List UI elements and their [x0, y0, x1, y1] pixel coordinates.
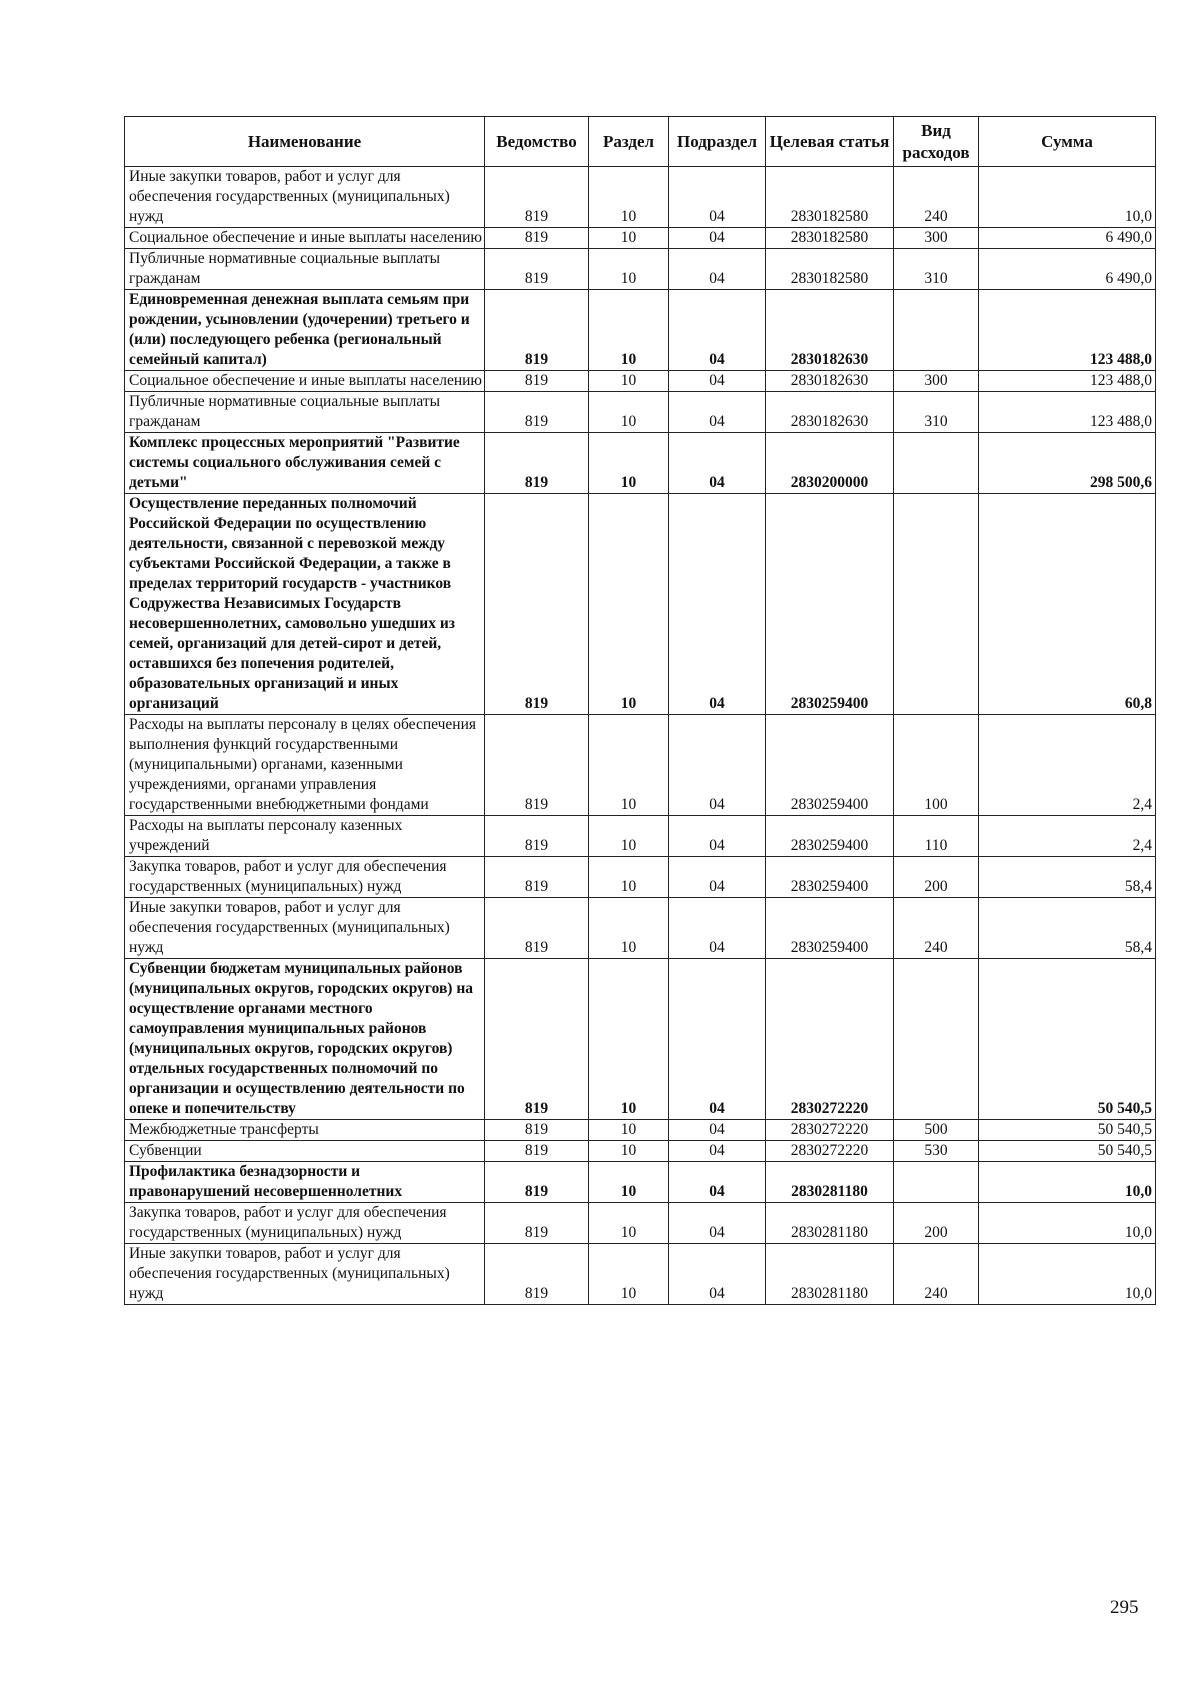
cell-kind: 310 — [894, 392, 979, 433]
table-row — [125, 167, 1156, 228]
cell-sum: 10,0 — [979, 1162, 1156, 1203]
cell-podrazdel: 04 — [669, 1244, 766, 1305]
cell-kind: 240 — [894, 1244, 979, 1305]
cell-target: 2830182580 — [766, 167, 894, 228]
table-row — [125, 290, 1156, 371]
cell-target: 2830281180 — [766, 1203, 894, 1244]
header-razdel: Раздел — [589, 117, 669, 167]
cell-podrazdel: 04 — [669, 167, 766, 228]
cell-name: Иные закупки товаров, работ и услуг для обеспечения государственных (муниципальных) нужд — [125, 167, 485, 228]
cell-kind: 300 — [894, 371, 979, 392]
cell-podrazdel: 04 — [669, 433, 766, 494]
cell-sum: 123 488,0 — [979, 392, 1156, 433]
cell-ved: 819 — [485, 392, 589, 433]
cell-sum: 50 540,5 — [979, 1141, 1156, 1162]
cell-name: Осуществление переданных полномочий Российской Федерации по осуществлению деятельности, связанной с перевозкой между субъектами Российской Федерации, а также в пределах территорий государств - участников Содружества Независимых Государств несовершеннолетних, самовольно ушедших из семей, организаций для детей-сирот и детей, оставшихся без попечения родителей, образовательных организаций и иных организаций — [125, 494, 485, 715]
cell-ved: 819 — [485, 249, 589, 290]
cell-name: Закупка товаров, работ и услуг для обеспечения государственных (муниципальных) нужд — [125, 1203, 485, 1244]
cell-sum: 10,0 — [979, 167, 1156, 228]
cell-razdel: 10 — [589, 392, 669, 433]
cell-name: Иные закупки товаров, работ и услуг для обеспечения государственных (муниципальных) нужд — [125, 898, 485, 959]
table-row — [125, 898, 1156, 959]
cell-sum: 50 540,5 — [979, 959, 1156, 1120]
cell-ved: 819 — [485, 1141, 589, 1162]
cell-podrazdel: 04 — [669, 392, 766, 433]
cell-sum: 123 488,0 — [979, 290, 1156, 371]
cell-kind: 200 — [894, 857, 979, 898]
cell-ved: 819 — [485, 857, 589, 898]
header-sum: Сумма — [979, 117, 1156, 167]
cell-sum: 298 500,6 — [979, 433, 1156, 494]
cell-name: Единовременная денежная выплата семьям при рождении, усыновлении (удочерении) третьего и (или) последующего ребенка (региональный семейный капитал) — [125, 290, 485, 371]
cell-kind: 200 — [894, 1203, 979, 1244]
cell-ved: 819 — [485, 1244, 589, 1305]
cell-podrazdel: 04 — [669, 1203, 766, 1244]
header-name: Наименование — [125, 117, 485, 167]
cell-ved: 819 — [485, 1203, 589, 1244]
cell-razdel: 10 — [589, 1120, 669, 1141]
cell-podrazdel: 04 — [669, 1162, 766, 1203]
cell-podrazdel: 04 — [669, 249, 766, 290]
table-row — [125, 816, 1156, 857]
cell-kind: 500 — [894, 1120, 979, 1141]
cell-podrazdel: 04 — [669, 959, 766, 1120]
cell-sum: 58,4 — [979, 857, 1156, 898]
cell-podrazdel: 04 — [669, 228, 766, 249]
cell-name: Межбюджетные трансферты — [125, 1120, 485, 1141]
cell-name: Комплекс процессных мероприятий "Развитие системы социального обслуживания семей с детьми" — [125, 433, 485, 494]
cell-ved: 819 — [485, 816, 589, 857]
cell-target: 2830182630 — [766, 371, 894, 392]
cell-target: 2830259400 — [766, 494, 894, 715]
header-target: Целевая статья — [766, 117, 894, 167]
cell-target: 2830259400 — [766, 816, 894, 857]
table-row — [125, 228, 1156, 249]
cell-kind — [894, 290, 979, 371]
cell-sum: 60,8 — [979, 494, 1156, 715]
cell-target: 2830259400 — [766, 898, 894, 959]
cell-sum: 58,4 — [979, 898, 1156, 959]
cell-razdel: 10 — [589, 494, 669, 715]
cell-target: 2830200000 — [766, 433, 894, 494]
cell-kind — [894, 1162, 979, 1203]
table-row — [125, 392, 1156, 433]
cell-razdel: 10 — [589, 1244, 669, 1305]
cell-razdel: 10 — [589, 371, 669, 392]
cell-podrazdel: 04 — [669, 857, 766, 898]
cell-target: 2830259400 — [766, 715, 894, 816]
table-row — [125, 249, 1156, 290]
cell-sum: 123 488,0 — [979, 371, 1156, 392]
table-row — [125, 1203, 1156, 1244]
cell-target: 2830281180 — [766, 1162, 894, 1203]
cell-kind: 300 — [894, 228, 979, 249]
cell-kind: 530 — [894, 1141, 979, 1162]
cell-razdel: 10 — [589, 249, 669, 290]
cell-razdel: 10 — [589, 1162, 669, 1203]
cell-target: 2830182630 — [766, 392, 894, 433]
table-row — [125, 1244, 1156, 1305]
cell-name: Иные закупки товаров, работ и услуг для обеспечения государственных (муниципальных) нужд — [125, 1244, 485, 1305]
cell-podrazdel: 04 — [669, 816, 766, 857]
cell-name: Профилактика безнадзорности и правонарушений несовершеннолетних — [125, 1162, 485, 1203]
budget-table-page — [124, 116, 1155, 1305]
cell-kind — [894, 433, 979, 494]
header-podrazdel: Подраздел — [669, 117, 766, 167]
cell-sum: 6 490,0 — [979, 249, 1156, 290]
cell-ved: 819 — [485, 898, 589, 959]
cell-target: 2830272220 — [766, 959, 894, 1120]
cell-ved: 819 — [485, 371, 589, 392]
cell-ved: 819 — [485, 228, 589, 249]
cell-razdel: 10 — [589, 228, 669, 249]
cell-ved: 819 — [485, 167, 589, 228]
cell-ved: 819 — [485, 959, 589, 1120]
table-row — [125, 494, 1156, 715]
cell-kind: 310 — [894, 249, 979, 290]
page-number: 295 — [1110, 1597, 1139, 1618]
cell-podrazdel: 04 — [669, 371, 766, 392]
cell-name: Расходы на выплаты персоналу в целях обеспечения выполнения функций государственными (муниципальными) органами, казенными учреждениями, органами управления государственными внебюджетными фондами — [125, 715, 485, 816]
cell-ved: 819 — [485, 1162, 589, 1203]
cell-razdel: 10 — [589, 433, 669, 494]
cell-podrazdel: 04 — [669, 715, 766, 816]
cell-razdel: 10 — [589, 857, 669, 898]
cell-sum: 2,4 — [979, 715, 1156, 816]
cell-target: 2830272220 — [766, 1141, 894, 1162]
cell-sum: 50 540,5 — [979, 1120, 1156, 1141]
cell-name: Социальное обеспечение и иные выплаты населению — [125, 228, 485, 249]
cell-target: 2830182580 — [766, 249, 894, 290]
cell-podrazdel: 04 — [669, 494, 766, 715]
cell-name: Социальное обеспечение и иные выплаты населению — [125, 371, 485, 392]
cell-target: 2830182630 — [766, 290, 894, 371]
cell-target: 2830259400 — [766, 857, 894, 898]
cell-kind — [894, 494, 979, 715]
cell-kind: 240 — [894, 167, 979, 228]
cell-kind: 110 — [894, 816, 979, 857]
cell-ved: 819 — [485, 1120, 589, 1141]
cell-razdel: 10 — [589, 959, 669, 1120]
cell-target: 2830182580 — [766, 228, 894, 249]
cell-name: Субвенции — [125, 1141, 485, 1162]
table-row — [125, 371, 1156, 392]
cell-sum: 10,0 — [979, 1203, 1156, 1244]
header-vedomstvo: Ведомство — [485, 117, 589, 167]
header-kind: Вид расходов — [894, 117, 979, 167]
budget-table — [124, 116, 1156, 1305]
cell-name: Публичные нормативные социальные выплаты гражданам — [125, 249, 485, 290]
cell-kind — [894, 959, 979, 1120]
cell-name: Публичные нормативные социальные выплаты гражданам — [125, 392, 485, 433]
cell-podrazdel: 04 — [669, 898, 766, 959]
cell-ved: 819 — [485, 433, 589, 494]
cell-razdel: 10 — [589, 290, 669, 371]
table-row — [125, 1162, 1156, 1203]
cell-podrazdel: 04 — [669, 1141, 766, 1162]
table-row — [125, 1141, 1156, 1162]
cell-target: 2830281180 — [766, 1244, 894, 1305]
cell-ved: 819 — [485, 494, 589, 715]
cell-ved: 819 — [485, 715, 589, 816]
table-row — [125, 959, 1156, 1120]
table-row — [125, 1120, 1156, 1141]
cell-sum: 10,0 — [979, 1244, 1156, 1305]
cell-name: Субвенции бюджетам муниципальных районов (муниципальных округов, городских округов) на осуществление органами местного самоуправления муниципальных районов (муниципальных округов, городских округов) отдельных государственных полномочий по организации и осуществлению деятельности по опеке и попечительству — [125, 959, 485, 1120]
table-header-row — [125, 117, 1156, 167]
cell-ved: 819 — [485, 290, 589, 371]
cell-kind: 240 — [894, 898, 979, 959]
cell-razdel: 10 — [589, 816, 669, 857]
cell-razdel: 10 — [589, 898, 669, 959]
table-row — [125, 857, 1156, 898]
cell-razdel: 10 — [589, 167, 669, 228]
cell-sum: 6 490,0 — [979, 228, 1156, 249]
cell-podrazdel: 04 — [669, 290, 766, 371]
cell-razdel: 10 — [589, 1141, 669, 1162]
cell-kind: 100 — [894, 715, 979, 816]
cell-podrazdel: 04 — [669, 1120, 766, 1141]
cell-name: Закупка товаров, работ и услуг для обеспечения государственных (муниципальных) нужд — [125, 857, 485, 898]
table-row — [125, 715, 1156, 816]
table-row — [125, 433, 1156, 494]
cell-razdel: 10 — [589, 715, 669, 816]
cell-sum: 2,4 — [979, 816, 1156, 857]
cell-target: 2830272220 — [766, 1120, 894, 1141]
cell-razdel: 10 — [589, 1203, 669, 1244]
cell-name: Расходы на выплаты персоналу казенных учреждений — [125, 816, 485, 857]
